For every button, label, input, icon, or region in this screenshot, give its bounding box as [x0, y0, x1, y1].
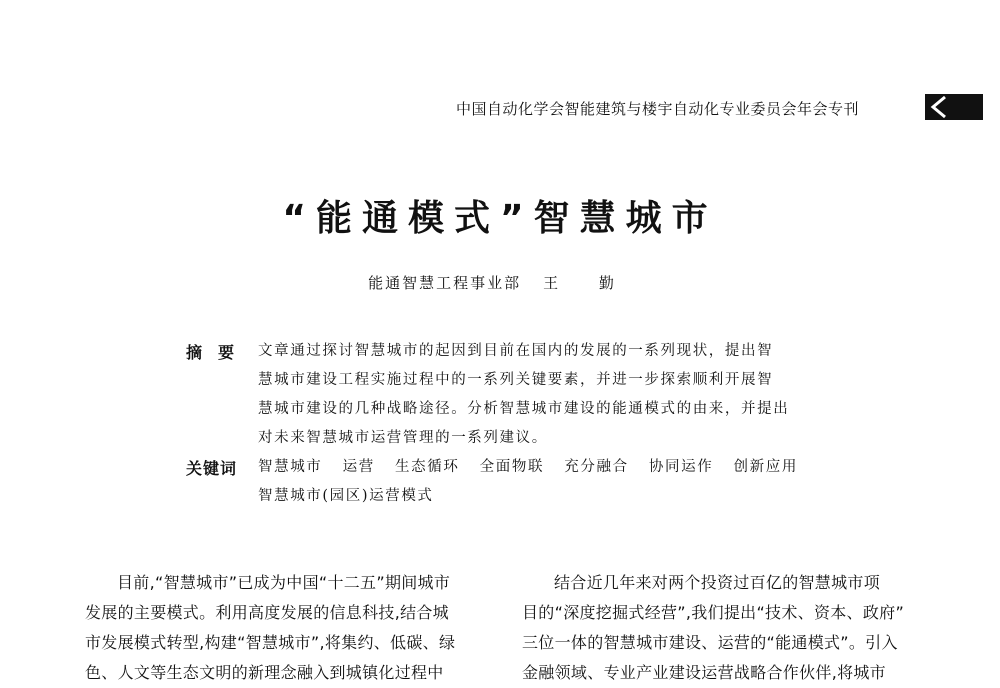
author-name: 王 勤: [543, 274, 632, 292]
paper-title: “能通模式”智慧城市: [282, 198, 718, 239]
chevron-left-icon: [925, 94, 983, 120]
keyword: 生态循环: [395, 459, 460, 475]
keyword: 智慧城市: [258, 459, 323, 475]
keyword: 充分融合: [564, 459, 629, 475]
body-column-right: [522, 568, 922, 688]
body-line: 色、人文等生态文明的新理念融入到城镇化过程中: [85, 663, 444, 682]
abstract-line: 慧城市建设的几种战略途径。分析智慧城市建设的能通模式的由来，并提出: [258, 401, 790, 417]
body-line: 目前,“智慧城市”已成为中国“十二五”期间城市: [117, 573, 451, 592]
body-line: 金融领域、专业产业建设运营战略合作伙伴,将城市: [522, 663, 886, 682]
keywords-line: [258, 453, 824, 482]
keyword: 创新应用: [733, 459, 798, 475]
keyword: 智慧城市(园区)运营模式: [258, 488, 434, 504]
body-line: 三位一体的智慧城市建设、运营的“能通模式”。引入: [522, 633, 898, 652]
abstract-label: 摘要: [186, 343, 251, 362]
keywords-body: [258, 453, 824, 511]
keywords-label: 关键词: [186, 459, 238, 478]
abstract-body: [258, 337, 824, 453]
body-line: 结合近几年来对两个投资过百亿的智慧城市项: [554, 573, 881, 592]
abstract-line: 慧城市建设工程实施过程中的一系列关键要素，并进一步探索顺利开展智: [258, 372, 774, 388]
body-line: 目的“深度挖掘式经营”,我们提出“技术、资本、政府”: [522, 603, 905, 622]
keywords-line: [258, 482, 824, 511]
body-column-left: [85, 568, 485, 688]
abstract-line: 文章通过探讨智慧城市的起因到目前在国内的发展的一系列现状，提出智: [258, 343, 774, 359]
author-line: [0, 272, 1000, 293]
abstract-line: 对未来智慧城市运营管理的一系列建议。: [258, 430, 548, 446]
keyword: 运营: [342, 459, 375, 475]
body-line: 市发展模式转型,构建“智慧城市”,将集约、低碳、绿: [85, 633, 456, 652]
body-line: 发展的主要模式。利用高度发展的信息科技,结合城: [85, 603, 449, 622]
keyword: 全面物联: [479, 459, 545, 475]
keyword: 协同运作: [648, 459, 714, 475]
journal-header: 中国自动化学会智能建筑与楼宇自动化专业委员会年会专刊: [456, 100, 860, 118]
author-affiliation: 能通智慧工程事业部: [368, 274, 522, 292]
